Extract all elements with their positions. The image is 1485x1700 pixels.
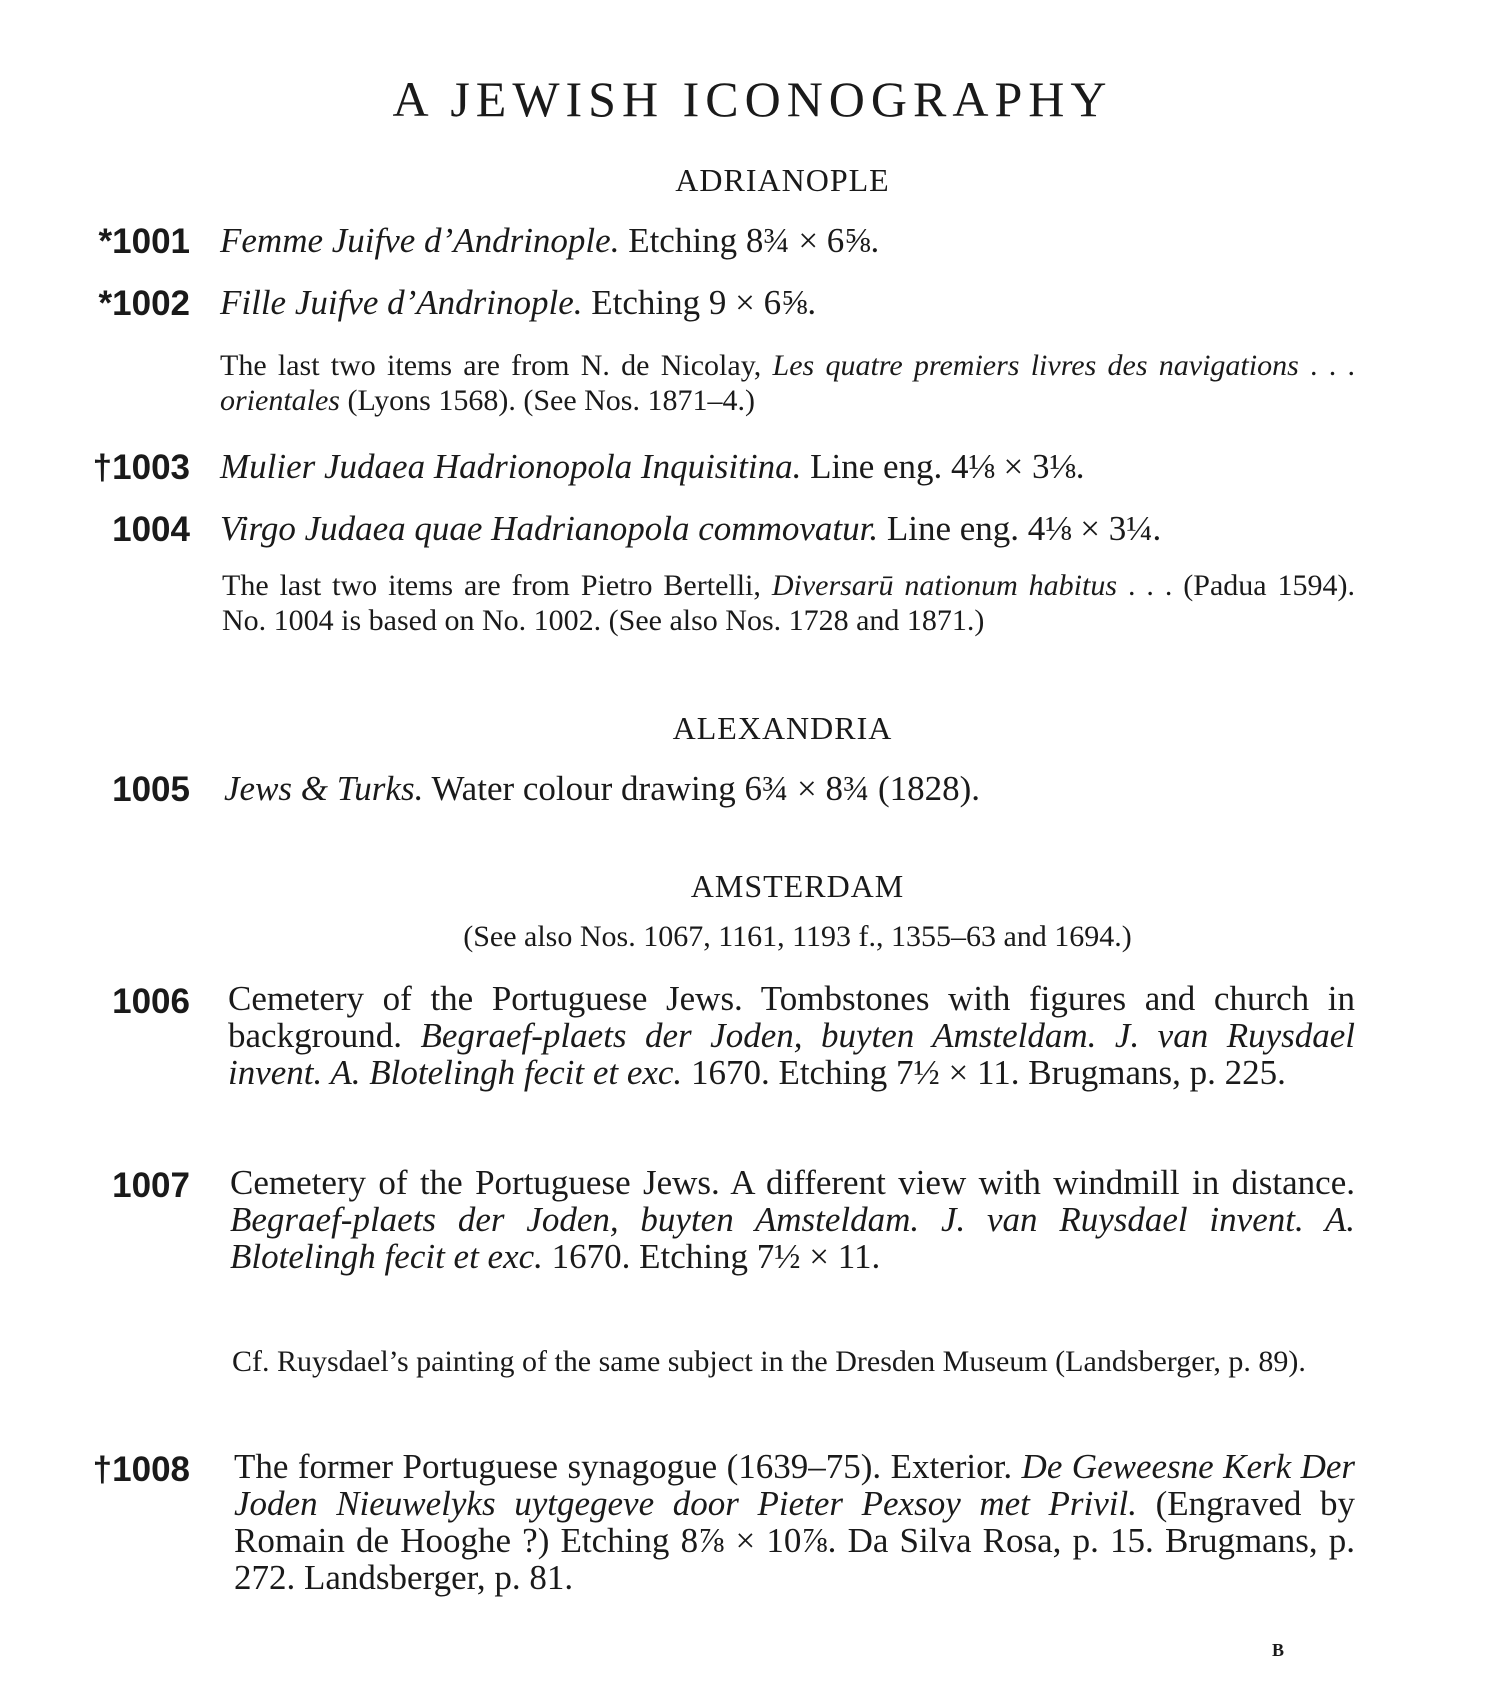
section-heading-amsterdam: AMSTERDAM	[690, 868, 905, 904]
note-text: The last two items are from Pietro Bertelli,	[222, 569, 761, 602]
entry-tail: 1670. Etching 7½ × 11.	[551, 1237, 881, 1276]
entry-1001	[220, 222, 1355, 259]
section-heading-adrianople: ADRIANOPLE	[675, 162, 890, 198]
note-ruysdael: Cf. Ruysdael’s painting of the same subject in the Dresden Museum (Landsberger, p. 89).	[232, 1345, 1306, 1378]
entry-number-1002: *1002	[98, 284, 190, 323]
entry-1006	[228, 980, 1355, 1091]
entry-title: Fille Juifve d’Andrinople.	[220, 283, 583, 322]
entry-number-1005: 1005	[112, 770, 190, 809]
entry-1005	[224, 770, 1355, 807]
page-signature: B	[1272, 1640, 1285, 1660]
entry-italic: Begraef-plaets der Joden, buyten Amsteldam. J. van Ruysdael invent. A. Blotelingh fecit et exc.	[230, 1200, 1355, 1276]
entry-details: Line eng. 4⅛ × 3⅛.	[810, 447, 1085, 486]
entry-number-1006: 1006	[112, 982, 190, 1021]
note-italic: orientales	[220, 384, 340, 417]
entry-1008	[234, 1448, 1355, 1596]
entry-title: Femme Juifve d’Andrinople.	[220, 221, 620, 260]
entry-italic: Begraef-plaets der Joden, buyten Amsteldam. J. van Ruysdael invent. A. Blotelingh fecit et exc.	[228, 1016, 1356, 1092]
entry-number-1003: †1003	[92, 448, 190, 487]
entry-details: Etching 8¾ × 6⅝.	[628, 221, 880, 260]
note-nicolay	[220, 348, 1355, 418]
entry-number-1007: 1007	[112, 1166, 190, 1205]
note-italic: Les quatre premiers livres des navigations	[772, 349, 1299, 382]
note-italic: Diversarū nationum habitus	[771, 569, 1118, 602]
entry-italic: De Geweesne Kerk Der Joden Nieuwelyks uytgegeve door Pieter Pexsoy met Privil.	[234, 1447, 1356, 1523]
see-also-note: (See also Nos. 1067, 1161, 1193 f., 1355–63 and 1694.)	[463, 920, 1132, 953]
entry-title: Virgo Judaea quae Hadrianopola commovatur.	[220, 509, 879, 548]
entry-lead: Cemetery of the Portuguese Jews. A different view with windmill in distance.	[230, 1163, 1355, 1202]
entry-1004	[220, 510, 1355, 547]
entry-tail: 1670. Etching 7½ × 11. Brugmans, p. 225.	[690, 1053, 1286, 1092]
note-text: (Lyons 1568). (See Nos. 1871–4.)	[347, 384, 755, 417]
entry-1003	[220, 448, 1355, 485]
note-text: The last two items are from N. de Nicolay,	[220, 349, 762, 382]
note-text: . . .	[1310, 349, 1356, 382]
entry-details: Line eng. 4⅛ × 3¼.	[886, 509, 1162, 548]
entry-number-1001: *1001	[98, 222, 190, 261]
note-bertelli	[222, 568, 1355, 638]
section-heading-alexandria: ALEXANDRIA	[672, 710, 893, 746]
note-text: . . . (Padua 1594). No. 1004 is based on No. 1002. (See also Nos. 1728 and 1871.)	[222, 569, 1355, 637]
entry-number-1008: †1008	[92, 1450, 190, 1489]
entry-1002	[220, 284, 1355, 321]
page-title: A JEWISH ICONOGRAPHY	[392, 71, 1113, 127]
entry-tail: (Engraved by Romain de Hooghe ?) Etching 8⅞ × 10⅞. Da Silva Rosa, p. 15. Brugmans, p. 272. Landsberger, p. 81.	[234, 1484, 1355, 1597]
entry-1007	[230, 1164, 1355, 1275]
entry-title: Mulier Judaea Hadrionopola Inquisitina.	[220, 447, 802, 486]
entry-details: Etching 9 × 6⅝.	[591, 283, 817, 322]
entry-details: Water colour drawing 6¾ × 8¾ (1828).	[431, 769, 981, 808]
entry-title: Jews & Turks.	[224, 769, 424, 808]
entry-lead: The former Portuguese synagogue (1639–75). Exterior.	[234, 1447, 1013, 1486]
entry-number-1004: 1004	[112, 510, 190, 549]
entry-lead: Cemetery of the Portuguese Jews. Tombstones with figures and church in background.	[228, 979, 1355, 1055]
